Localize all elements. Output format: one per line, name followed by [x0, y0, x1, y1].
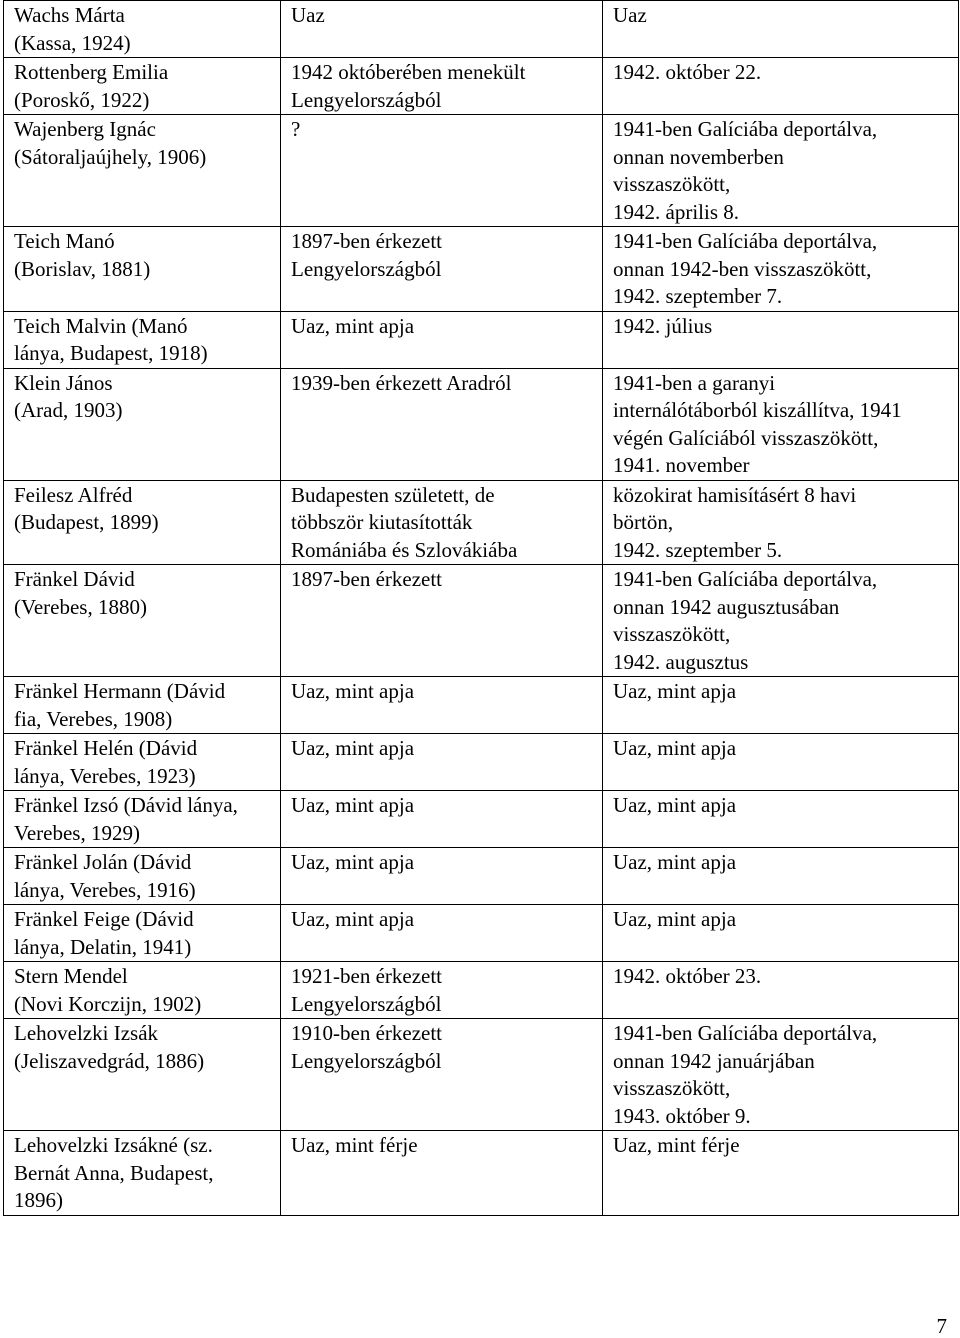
person-cell: Feilesz Alfréd (Budapest, 1899) [4, 480, 281, 565]
arrival-cell: ? [281, 115, 603, 227]
table-row [4, 848, 959, 905]
person-cell: Fränkel Izsó (Dávid lánya, Verebes, 1929) [4, 791, 281, 848]
fate-cell: Uaz [603, 1, 959, 58]
records-table [3, 0, 959, 1216]
person-cell: Lehovelzki Izsákné (sz. Bernát Anna, Budapest, 1896) [4, 1131, 281, 1216]
person-cell: Fränkel Dávid (Verebes, 1880) [4, 565, 281, 677]
table-row [4, 677, 959, 734]
person-cell: Fränkel Feige (Dávid lánya, Delatin, 1941) [4, 905, 281, 962]
arrival-cell: Uaz, mint apja [281, 791, 603, 848]
person-cell: Stern Mendel (Novi Korczijn, 1902) [4, 962, 281, 1019]
table-row [4, 905, 959, 962]
person-cell: Wachs Márta (Kassa, 1924) [4, 1, 281, 58]
person-cell: Fränkel Helén (Dávid lánya, Verebes, 1923) [4, 734, 281, 791]
person-cell: Fränkel Hermann (Dávid fia, Verebes, 1908) [4, 677, 281, 734]
table-row [4, 962, 959, 1019]
arrival-cell: 1897-ben érkezett Lengyelországból [281, 227, 603, 312]
fate-cell: Uaz, mint apja [603, 905, 959, 962]
arrival-cell: Uaz, mint apja [281, 848, 603, 905]
table-row [4, 58, 959, 115]
page-number: 7 [936, 1314, 947, 1338]
table-row [4, 368, 959, 480]
person-cell: Fränkel Jolán (Dávid lánya, Verebes, 1916) [4, 848, 281, 905]
arrival-cell: 1942 októberében menekült Lengyelországból [281, 58, 603, 115]
table-row [4, 791, 959, 848]
table-row [4, 480, 959, 565]
table-row [4, 115, 959, 227]
person-cell: Rottenberg Emilia (Poroskő, 1922) [4, 58, 281, 115]
arrival-cell: Uaz, mint apja [281, 905, 603, 962]
fate-cell: 1941-ben Galíciába deportálva, onnan novemberben visszaszökött, 1942. április 8. [603, 115, 959, 227]
records-table-body [4, 1, 959, 1216]
arrival-cell: Uaz, mint apja [281, 677, 603, 734]
fate-cell: 1942. október 22. [603, 58, 959, 115]
arrival-cell: 1921-ben érkezett Lengyelországból [281, 962, 603, 1019]
arrival-cell: Uaz, mint férje [281, 1131, 603, 1216]
fate-cell: Uaz, mint apja [603, 734, 959, 791]
arrival-cell: Budapesten született, de többször kiutasították Romániába és Szlovákiába [281, 480, 603, 565]
fate-cell: 1942. október 23. [603, 962, 959, 1019]
arrival-cell: 1939-ben érkezett Aradról [281, 368, 603, 480]
fate-cell: Uaz, mint apja [603, 791, 959, 848]
table-row [4, 1131, 959, 1216]
arrival-cell: Uaz, mint apja [281, 311, 603, 368]
table-row [4, 311, 959, 368]
table-row [4, 734, 959, 791]
person-cell: Klein János (Arad, 1903) [4, 368, 281, 480]
arrival-cell: Uaz [281, 1, 603, 58]
fate-cell: 1941-ben Galíciába deportálva, onnan 1942-ben visszaszökött, 1942. szeptember 7. [603, 227, 959, 312]
person-cell: Wajenberg Ignác (Sátoraljaújhely, 1906) [4, 115, 281, 227]
fate-cell: Uaz, mint apja [603, 848, 959, 905]
fate-cell: 1941-ben Galíciába deportálva, onnan 1942 januárjában visszaszökött, 1943. október 9. [603, 1019, 959, 1131]
fate-cell: Uaz, mint apja [603, 677, 959, 734]
person-cell: Teich Malvin (Manó lánya, Budapest, 1918) [4, 311, 281, 368]
arrival-cell: Uaz, mint apja [281, 734, 603, 791]
table-row [4, 227, 959, 312]
person-cell: Lehovelzki Izsák (Jeliszavedgrád, 1886) [4, 1019, 281, 1131]
arrival-cell: 1897-ben érkezett [281, 565, 603, 677]
table-row [4, 565, 959, 677]
arrival-cell: 1910-ben érkezett Lengyelországból [281, 1019, 603, 1131]
table-row [4, 1, 959, 58]
fate-cell: 1941-ben Galíciába deportálva, onnan 1942 augusztusában visszaszökött, 1942. augusztus [603, 565, 959, 677]
fate-cell: 1941-ben a garanyi internálótáborból kiszállítva, 1941 végén Galíciából visszaszökött, 1941. november [603, 368, 959, 480]
fate-cell: 1942. július [603, 311, 959, 368]
table-row [4, 1019, 959, 1131]
fate-cell: közokirat hamisításért 8 havi börtön, 1942. szeptember 5. [603, 480, 959, 565]
fate-cell: Uaz, mint férje [603, 1131, 959, 1216]
person-cell: Teich Manó (Borislav, 1881) [4, 227, 281, 312]
